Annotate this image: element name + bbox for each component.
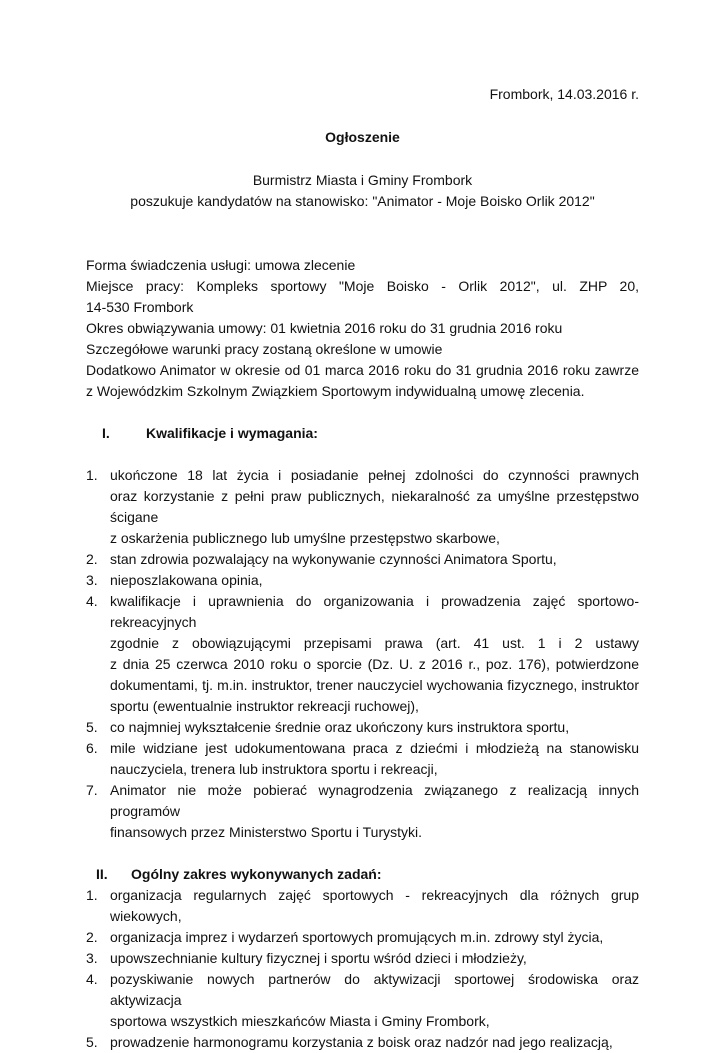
list-item [86,549,639,570]
info-extra-line1: Dodatkowo Animator w okresie od 01 marca 2016 roku do 31 grudnia 2016 roku zawrze [86,362,639,378]
list-item-number: 2. [86,929,98,945]
list-item-number: 1. [86,887,98,903]
list-item-line: nieposzlakowana opinia, [110,572,263,588]
list-item-line: mile widziane jest udokumentowana praca z dziećmi i młodzieżą na stanowisku [110,740,639,756]
list-item-line: oraz korzystanie z pełni praw publicznych, niekaralność za umyślne przestępstwo ścigane [110,488,639,525]
list-item [86,717,639,738]
list-item-number: 4. [86,971,98,987]
section1-list [86,465,639,843]
document-title: Ogłoszenie [325,129,400,145]
list-item-line: Animator nie może pobierać wynagrodzenia związanego z realizacją innych programów [110,782,639,819]
list-item-text [110,465,639,549]
list-item-text [110,1032,639,1053]
list-item-line: nauczyciela, trenera lub instruktora sportu i rekreacji, [110,761,438,777]
list-item-text [110,927,639,948]
list-item-line: organizacja regularnych zajęć sportowych - rekreacyjnych dla różnych grup wiekowych, [110,887,639,924]
list-item-line: co najmniej wykształcenie średnie oraz ukończony kurs instruktora sportu, [110,719,570,735]
info-details: Szczegółowe warunki pracy zostaną określone w umowie [86,341,443,357]
info-extra-line2: z Wojewódzkim Szkolnym Związkiem Sportowym indywidualną umowę zlecenia. [86,383,585,399]
list-item-text [110,591,639,717]
list-item-line: zgodnie z obowiązującymi przepisami prawa (art. 41 ust. 1 i 2 ustawy [110,635,639,651]
info-place-line1: Miejsce pracy: Kompleks sportowy "Moje Boisko - Orlik 2012", ul. ZHP 20, [86,278,639,294]
list-item-text [110,969,639,1032]
list-item-line: finansowych przez Ministerstwo Sportu i Turystyki. [110,824,422,840]
list-item-number: 3. [86,950,98,966]
list-item [86,1032,639,1053]
list-item-number: 1. [86,467,98,483]
list-item-line: dokumentami, tj. m.in. instruktor, trener nauczyciel wychowania fizycznego, instruktor [110,677,639,693]
list-item-line: pozyskiwanie nowych partnerów do aktywizacji sportowej środowiska oraz aktywizacja [110,971,639,1008]
list-item-text [110,948,639,969]
list-item-line: upowszechnianie kultury fizycznej i sportu wśród dzieci i młodzieży, [110,950,527,966]
list-item-text [110,738,639,780]
section1-title: Kwalifikacje i wymagania: [146,425,318,441]
list-item [86,885,639,927]
section2-number: II. [96,866,108,882]
info-form: Forma świadczenia usługi: umowa zlecenie [86,257,356,273]
list-item-line: sportowa wszystkich mieszkańców Miasta i Gminy Frombork, [110,1013,490,1029]
list-item-number: 7. [86,782,98,798]
section2-title: Ogólny zakres wykonywanych zadań: [131,866,382,882]
section2-list [86,885,639,1053]
list-item-text [110,717,639,738]
list-item-number: 2. [86,551,98,567]
list-item-line: prowadzenie harmonogramu korzystania z boisk oraz nadzór nad jego realizacją, [110,1034,613,1050]
list-item [86,780,639,843]
document-date: Frombork, 14.03.2016 r. [489,86,639,102]
list-item-number: 6. [86,740,98,756]
info-place-line2: 14-530 Frombork [86,299,194,315]
intro-block [86,170,639,212]
intro-line-issuer: Burmistrz Miasta i Gminy Frombork [252,172,473,188]
list-item [86,738,639,780]
list-item-line: stan zdrowia pozwalający na wykonywanie czynności Animatora Sportu, [110,551,557,567]
list-item [86,969,639,1032]
list-item-number: 5. [86,719,98,735]
list-item [86,570,639,591]
list-item [86,948,639,969]
list-item-line: organizacja imprez i wydarzeń sportowych promujących m.in. zdrowy styl życia, [110,929,604,945]
list-item-number: 4. [86,593,98,609]
list-item-number: 3. [86,572,98,588]
list-item [86,465,639,549]
list-item [86,927,639,948]
list-item [86,591,639,717]
list-item-text [110,570,639,591]
list-item-text [110,885,639,927]
list-item-text [110,549,639,570]
document-page [86,84,639,1053]
list-item-line: z dnia 25 czerwca 2010 roku o sporcie (Dz. U. z 2016 r., poz. 176), potwierdzone [110,656,639,672]
info-block [86,255,639,402]
list-item-line: ukończone 18 lat życia i posiadanie pełnej zdolności do czynności prawnych [110,467,639,483]
section1-heading [86,423,639,444]
list-item-number: 5. [86,1034,98,1050]
list-item-line: kwalifikacje i uprawnienia do organizowania i prowadzenia zajęć sportowo-rekreacyjnych [110,593,639,630]
info-period: Okres obwiązywania umowy: 01 kwietnia 2016 roku do 31 grudnia 2016 roku [86,320,563,336]
intro-line-position: poszukuje kandydatów na stanowisko: "Animator - Moje Boisko Orlik 2012" [130,193,595,209]
list-item-line: z oskarżenia publicznego lub umyślne przestępstwo skarbowe, [110,530,500,546]
section2-heading [86,864,639,885]
list-item-text [110,780,639,843]
section1-number: I. [102,425,110,441]
list-item-line: sportu (ewentualnie instruktor rekreacji ruchowej), [110,698,419,714]
